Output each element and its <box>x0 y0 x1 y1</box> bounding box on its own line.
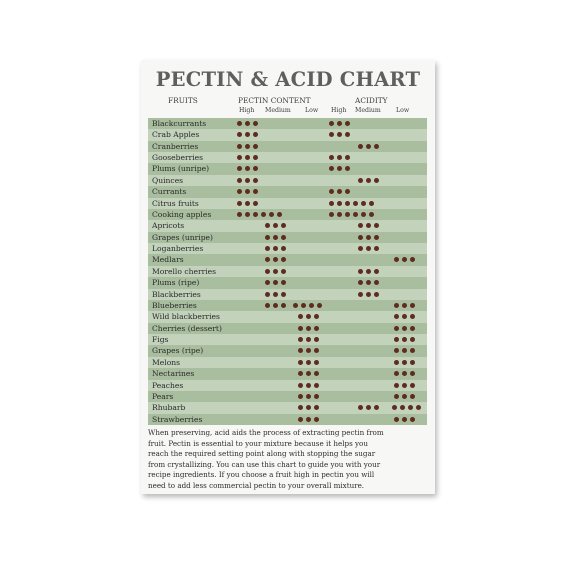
pectin-dot <box>298 348 303 353</box>
pectin-dot <box>245 189 250 194</box>
pectin-dot <box>298 337 303 342</box>
table-row <box>148 232 427 243</box>
pectin-dot <box>281 257 286 262</box>
table-row <box>148 345 427 356</box>
pectin-dot <box>306 314 311 319</box>
fruit-name: Blueberries <box>152 300 197 310</box>
pectin-dot <box>265 280 270 285</box>
table-row <box>148 129 427 140</box>
table-row <box>148 163 427 174</box>
acidity-dot <box>402 371 407 376</box>
table-row <box>148 414 427 425</box>
pectin-dot <box>293 303 298 308</box>
fruit-name: Quinces <box>152 175 184 185</box>
acidity-dot <box>345 121 350 126</box>
description-line: reach the required setting point along with stopping the sugar <box>148 449 376 459</box>
fruit-name: Apricots <box>152 221 185 231</box>
table-row <box>148 118 427 129</box>
fruit-name: Cranberries <box>152 141 199 151</box>
acidity-dot <box>345 166 350 171</box>
pectin-low-label: Low <box>305 107 319 114</box>
table-row <box>148 334 427 345</box>
description-line: from crystallizing. You can use this chart to guide you with your <box>148 459 381 469</box>
acidity-dot <box>374 144 379 149</box>
acidity-dot <box>366 223 371 228</box>
pectin-dot <box>314 337 319 342</box>
pectin-dot <box>273 223 278 228</box>
acidity-dot <box>337 121 342 126</box>
fruit-name: Figs <box>152 335 169 345</box>
pectin-dot <box>237 178 242 183</box>
pectin-dot <box>265 223 270 228</box>
acidity-dot <box>410 326 415 331</box>
acidity-dot <box>329 189 334 194</box>
acidity-dot <box>402 348 407 353</box>
acidity-dot <box>366 405 371 410</box>
pectin-dot <box>306 348 311 353</box>
pectin-dot <box>253 201 258 206</box>
acidity-dot <box>329 166 334 171</box>
description-line: need to add less commercial pectin to your overall mixture. <box>148 480 365 490</box>
table-row <box>148 198 427 209</box>
acidity-dot <box>374 223 379 228</box>
table-row <box>148 402 427 413</box>
acidity-dot <box>394 303 399 308</box>
pectin-dot <box>309 303 314 308</box>
pectin-dot <box>245 132 250 137</box>
acidity-dot <box>358 223 363 228</box>
acidity-dot <box>358 144 363 149</box>
acidity-dot <box>358 178 363 183</box>
fruit-name: Loganberries <box>152 244 204 254</box>
acidity-dot <box>416 405 421 410</box>
acidity-dot <box>366 235 371 240</box>
fruit-name: Cooking apples <box>152 209 212 219</box>
pectin-dot <box>314 417 319 422</box>
table-row <box>148 391 427 402</box>
acidity-dot <box>337 189 342 194</box>
pectin-dot <box>273 257 278 262</box>
acidity-dot <box>394 257 399 262</box>
acidity-dot <box>369 201 374 206</box>
acidity-dot <box>366 246 371 251</box>
acidity-dot <box>337 155 342 160</box>
pectin-dot <box>237 132 242 137</box>
acidity-dot <box>402 383 407 388</box>
pectin-dot <box>253 212 258 217</box>
acidity-dot <box>410 394 415 399</box>
acidity-dot <box>394 360 399 365</box>
acidity-dot <box>374 178 379 183</box>
table-row <box>148 209 427 220</box>
pectin-dot <box>253 166 258 171</box>
pectin-dot <box>237 189 242 194</box>
fruit-name: Nectarines <box>152 369 195 379</box>
acidity-dot <box>329 212 334 217</box>
acidity-dot <box>410 417 415 422</box>
table-row <box>148 368 427 379</box>
acidity-dot <box>329 155 334 160</box>
acidity-low-label: Low <box>396 107 410 114</box>
table-row <box>148 220 427 231</box>
pectin-dot <box>314 383 319 388</box>
fruit-name: Plums (unripe) <box>152 164 210 174</box>
pectin-dot <box>245 212 250 217</box>
acidity-dot <box>329 132 334 137</box>
pectin-dot <box>245 201 250 206</box>
pectin-dot <box>306 371 311 376</box>
table-row <box>148 152 427 163</box>
fruit-name: Strawberries <box>152 414 203 424</box>
acidity-dot <box>337 132 342 137</box>
acidity-dot <box>358 405 363 410</box>
acidity-dot <box>358 246 363 251</box>
pectin-dot <box>298 394 303 399</box>
pectin-dot <box>253 155 258 160</box>
pectin-dot <box>261 212 266 217</box>
pectin-dot <box>314 371 319 376</box>
acidity-dot <box>394 348 399 353</box>
acidity-dot <box>408 405 413 410</box>
table-row <box>148 266 427 277</box>
fruit-table <box>148 118 427 425</box>
pectin-dot <box>265 246 270 251</box>
pectin-dot <box>306 326 311 331</box>
pectin-dot <box>314 394 319 399</box>
pectin-dot <box>273 280 278 285</box>
pectin-dot <box>253 132 258 137</box>
acidity-dot <box>369 212 374 217</box>
fruit-name: Blackberries <box>152 289 201 299</box>
pectin-dot <box>237 121 242 126</box>
acidity-dot <box>353 201 358 206</box>
pectin-dot <box>306 405 311 410</box>
pectin-medium-label: Medium <box>265 107 291 114</box>
pectin-dot <box>265 235 270 240</box>
acidity-dot <box>374 246 379 251</box>
table-row <box>148 300 427 311</box>
pectin-dot <box>253 144 258 149</box>
fruit-name: Melons <box>152 357 181 367</box>
acidity-dot <box>366 292 371 297</box>
acidity-dot <box>394 314 399 319</box>
acidity-dot <box>337 201 342 206</box>
fruit-name: Medlars <box>152 255 184 265</box>
pectin-dot <box>245 178 250 183</box>
pectin-dot <box>265 303 270 308</box>
acidity-dot <box>410 337 415 342</box>
fruit-name: Peaches <box>152 380 184 390</box>
acidity-dot <box>366 178 371 183</box>
table-row <box>148 277 427 288</box>
acidity-dot <box>374 235 379 240</box>
pectin-dot <box>245 144 250 149</box>
acidity-high-label: High <box>331 107 347 114</box>
acidity-dot <box>410 303 415 308</box>
pectin-dot <box>306 360 311 365</box>
acidity-dot <box>345 132 350 137</box>
chart-poster <box>141 60 435 494</box>
fruit-name: Morello cherries <box>152 266 217 276</box>
pectin-dot <box>281 246 286 251</box>
pectin-dot <box>269 212 274 217</box>
acidity-dot <box>410 348 415 353</box>
pectin-dot <box>314 405 319 410</box>
pectin-dot <box>273 303 278 308</box>
pectin-dot <box>237 144 242 149</box>
acidity-dot <box>366 269 371 274</box>
acidity-dot <box>410 383 415 388</box>
pectin-dot <box>237 201 242 206</box>
acidity-dot <box>410 371 415 376</box>
pectin-dot <box>317 303 322 308</box>
table-row <box>148 141 427 152</box>
table-row <box>148 186 427 197</box>
pectin-dot <box>265 269 270 274</box>
description-line: When preserving, acid aids the process of extracting pectin from <box>148 428 384 437</box>
acidity-dot <box>400 405 405 410</box>
acidity-dot <box>394 383 399 388</box>
table-row <box>148 380 427 391</box>
pectin-dot <box>237 155 242 160</box>
acidity-dot <box>402 326 407 331</box>
acidity-dot <box>394 337 399 342</box>
acidity-dot <box>358 235 363 240</box>
pectin-dot <box>273 292 278 297</box>
description-line: fruit. Pectin is essential to your mixture because it helps you <box>148 438 368 448</box>
fruit-name: Citrus fruits <box>152 198 199 208</box>
pectin-dot <box>273 269 278 274</box>
pectin-dot <box>298 360 303 365</box>
description-text <box>148 428 430 492</box>
pectin-dot <box>253 189 258 194</box>
pectin-dot <box>237 212 242 217</box>
acidity-dot <box>329 121 334 126</box>
pectin-dot <box>245 155 250 160</box>
acidity-dot <box>337 166 342 171</box>
acidity-medium-label: Medium <box>355 107 381 114</box>
table-row <box>148 311 427 322</box>
acidity-dot <box>374 405 379 410</box>
acidity-dot <box>374 280 379 285</box>
pectin-dot <box>298 326 303 331</box>
pectin-dot <box>301 303 306 308</box>
acidity-dot <box>345 212 350 217</box>
acidity-dot <box>402 303 407 308</box>
acidity-dot <box>366 144 371 149</box>
acidity-dot <box>402 394 407 399</box>
acidity-dot <box>358 280 363 285</box>
pectin-dot <box>298 405 303 410</box>
acidity-dot <box>329 201 334 206</box>
acidity-dot <box>402 417 407 422</box>
table-row <box>148 289 427 300</box>
pectin-dot <box>265 257 270 262</box>
acidity-dot <box>374 292 379 297</box>
acidity-dot <box>394 417 399 422</box>
pectin-dot <box>245 121 250 126</box>
fruit-name: Grapes (ripe) <box>152 346 204 356</box>
acidity-dot <box>392 405 397 410</box>
fruit-name: Blackcurrants <box>152 119 207 128</box>
pectin-dot <box>298 383 303 388</box>
acidity-dot <box>410 360 415 365</box>
fruit-name: Rhubarb <box>152 403 186 413</box>
table-row <box>148 243 427 254</box>
acidity-dot <box>358 269 363 274</box>
acidity-dot <box>402 360 407 365</box>
acidity-dot <box>402 314 407 319</box>
fruit-name: Cherries (dessert) <box>152 323 222 333</box>
pectin-dot <box>314 314 319 319</box>
fruit-name: Gooseberries <box>152 153 204 163</box>
table-row <box>148 254 427 265</box>
fruit-name: Plums (ripe) <box>152 278 200 288</box>
acidity-dot <box>402 257 407 262</box>
acidity-dot <box>345 189 350 194</box>
pectin-dot <box>281 303 286 308</box>
pectin-dot <box>281 280 286 285</box>
acidity-dot <box>345 201 350 206</box>
table-row <box>148 357 427 368</box>
pectin-dot <box>281 292 286 297</box>
pectin-dot <box>306 394 311 399</box>
pectin-dot <box>253 178 258 183</box>
acidity-dot <box>394 326 399 331</box>
acidity-dot <box>361 212 366 217</box>
pectin-dot <box>281 235 286 240</box>
page-title: PECTIN & ACID CHART <box>155 68 421 91</box>
pectin-content-header: PECTIN CONTENT <box>238 96 311 105</box>
pectin-dot <box>306 383 311 388</box>
pectin-dot <box>253 121 258 126</box>
acidity-dot <box>394 394 399 399</box>
fruit-name: Wild blackberries <box>152 312 220 322</box>
acidity-dot <box>345 155 350 160</box>
acidity-dot <box>374 269 379 274</box>
fruits-header: FRUITS <box>168 96 198 105</box>
table-row <box>148 323 427 334</box>
acidity-dot <box>337 212 342 217</box>
acidity-dot <box>402 337 407 342</box>
pectin-dot <box>314 348 319 353</box>
acidity-dot <box>410 257 415 262</box>
pectin-dot <box>314 360 319 365</box>
acidity-dot <box>361 201 366 206</box>
fruit-name: Currants <box>152 187 187 197</box>
acidity-dot <box>366 280 371 285</box>
pectin-dot <box>281 223 286 228</box>
pectin-dot <box>245 166 250 171</box>
pectin-dot <box>273 235 278 240</box>
pectin-dot <box>281 269 286 274</box>
table-row <box>148 175 427 186</box>
fruit-name: Crab Apples <box>152 130 200 140</box>
fruit-name: Grapes (unripe) <box>152 232 214 242</box>
pectin-dot <box>273 246 278 251</box>
acidity-dot <box>358 292 363 297</box>
pectin-high-label: High <box>239 107 255 114</box>
fruit-name: Pears <box>152 391 174 401</box>
pectin-dot <box>265 292 270 297</box>
pectin-dot <box>277 212 282 217</box>
pectin-dot <box>298 371 303 376</box>
pectin-dot <box>298 417 303 422</box>
pectin-dot <box>306 337 311 342</box>
pectin-dot <box>298 314 303 319</box>
pectin-dot <box>306 417 311 422</box>
acidity-header: ACIDITY <box>355 96 388 105</box>
pectin-dot <box>314 326 319 331</box>
pectin-dot <box>237 166 242 171</box>
description-line: recipe ingredients. If you choose a fruit high in pectin you will <box>148 470 375 480</box>
acidity-dot <box>394 371 399 376</box>
acidity-dot <box>353 212 358 217</box>
acidity-dot <box>410 314 415 319</box>
